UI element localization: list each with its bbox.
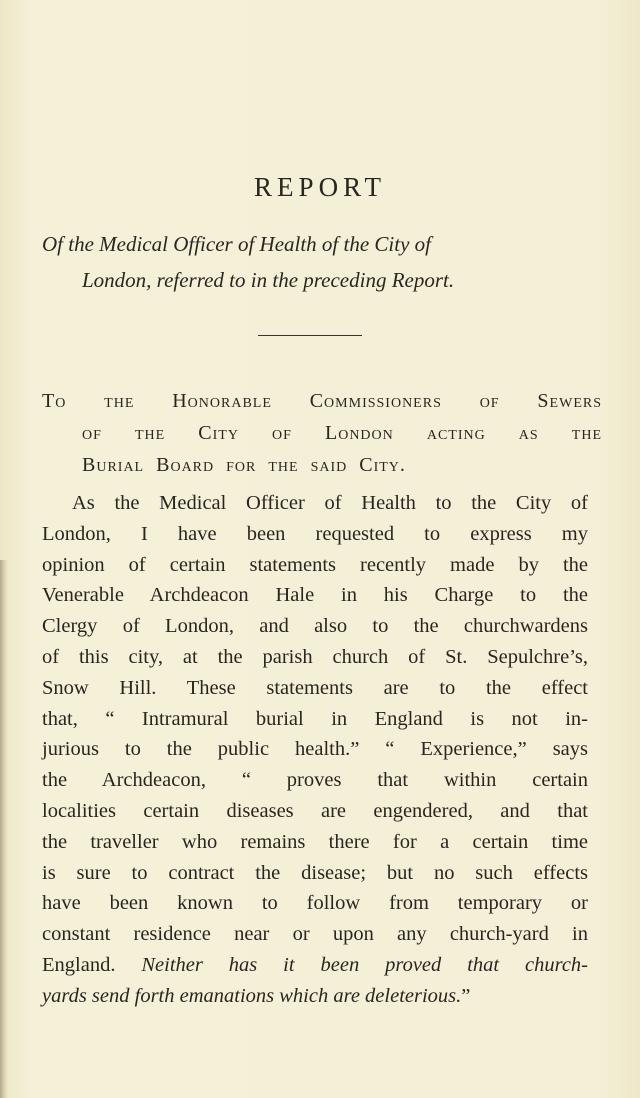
address-block [42,385,602,481]
body-line-2: London, I have been requested to express my [42,522,588,545]
body-line-4: Venerable Archdeacon Hale in his Charge to the [42,584,588,607]
report-subtitle [42,226,602,298]
body-line-5: Clergy of London, and also to the churchwardens [42,615,588,638]
body-line-3: opinion of certain statements recently made by the [42,553,588,576]
page-edge-shadow [0,560,8,1098]
body-line-1: As the Medical Officer of Health to the City of [72,492,588,514]
body-line-17 [42,981,588,1012]
body-line-7: Snow Hill. These statements are to the effect [42,676,588,699]
address-line-1: To the Honorable Commissioners of Sewers [42,390,602,412]
section-rule [258,335,362,336]
address-line-2: of the City of London acting as the [82,422,602,444]
report-title: REPORT [254,172,386,202]
subtitle-line-1: Of the Medical Officer of Health of the City of [42,232,432,256]
body-line-14: have been known to follow from temporary or [42,892,588,915]
body-paragraph [42,488,588,1012]
body-line-11: localities certain diseases are engendered, and that [42,799,588,822]
body-line-6: of this city, at the parish church of St. Sepulchre’s, [42,645,588,668]
body-line-12: the traveller who remains there for a certain time [42,830,588,853]
body-line-10: the Archdeacon, “ proves that within certain [42,769,588,792]
body-line-13: is sure to contract the disease; but no such effects [42,861,588,884]
body-line-16-italic: Neither has it been proved that church- [115,953,588,976]
body-line-15: constant residence near or upon any church-yard in [42,923,588,946]
body-line-8: that, “ Intramural burial in England is not in- [42,707,588,730]
body-line-16 [42,950,588,981]
address-line-3: Burial Board for the said City. [82,454,406,476]
body-line-9: jurious to the public health.” “ Experience,” says [42,738,588,761]
subtitle-line-2: London, referred to in the preceding Report. [82,268,455,292]
body-line-17-italic: yards send forth emanations which are deleterious. [42,984,462,1007]
body-line-16-plain: England. [42,953,116,976]
body-line-17-end: ” [461,984,471,1007]
